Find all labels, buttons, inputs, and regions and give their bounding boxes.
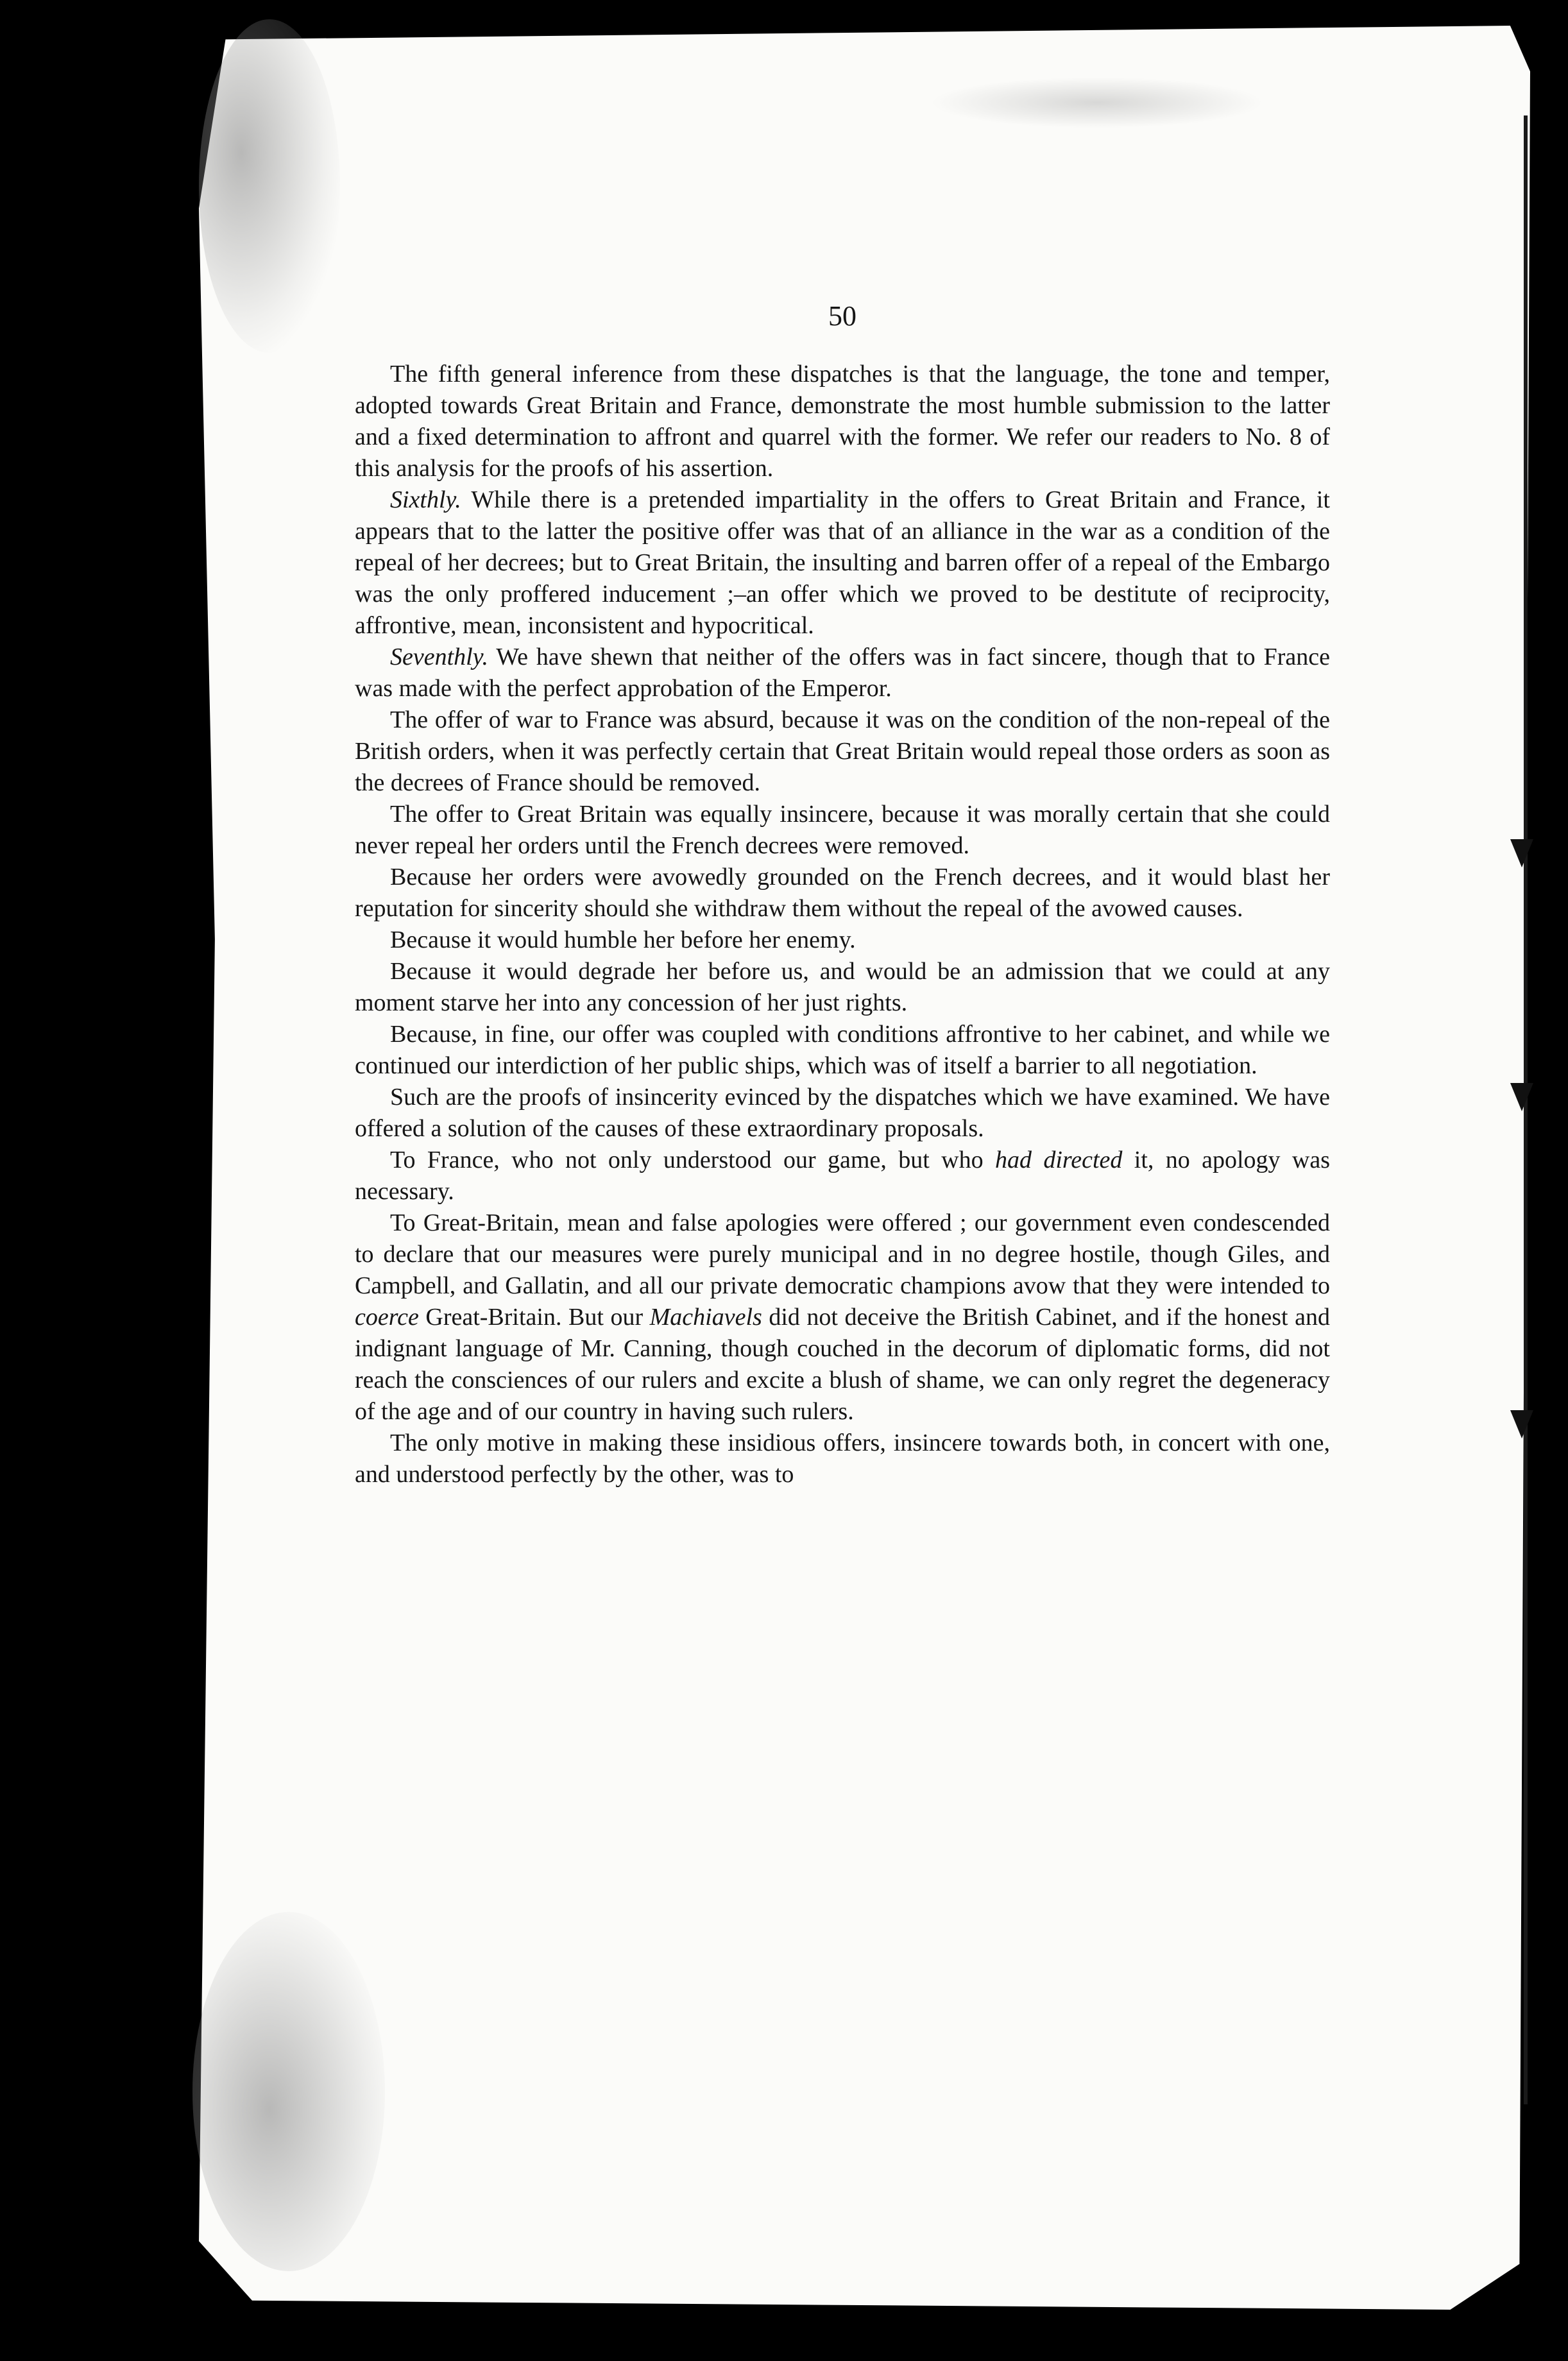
paragraph-text: did not deceive the British Cabinet, and if the honest and indignant language of Mr. Canning, though couched in the decorum of diplomatic forms, did not reach the consciences of our rulers and excite a blush of shame, we can only regret the degeneracy of the age and of our country in having such rulers. <box>355 1304 1331 1425</box>
paragraph <box>355 925 1330 956</box>
italic-phrase: Machiavels <box>649 1304 762 1331</box>
paragraph-text: While there is a pretended impartiality in the offers to Great Britain and France, it appears that to the latter the positive offer was that of an alliance in the war as a condition of the repeal of her decrees; but to Great Britain, the insulting and barren offer of a repeal of the Embargo was the only proffered inducement ;–an offer which we proved to be destitute of reciprocity, affrontive, mean, inconsistent and hypocritical. <box>355 486 1330 639</box>
paragraph-text: Great-Britain. But our <box>418 1304 650 1331</box>
page-number: 50 <box>828 300 856 332</box>
paragraph <box>355 359 1330 484</box>
paragraph-text: Such are the proofs of insincerity evinced by the dispatches which we have examined. We have offered a solution of the causes of these extraordinary proposals. <box>355 1084 1330 1142</box>
paragraph-text: The offer to Great Britain was equally insincere, because it was morally certain that she could never repeal her orders until the French decrees were removed. <box>355 801 1330 859</box>
paragraph-text: it, no apology was necessary. <box>355 1146 1331 1205</box>
paragraph-text: Because, in fine, our offer was coupled with conditions affrontive to her cabinet, and while we continued our interdiction of her public ships, which was of itself a barrier to all negotiation. <box>355 1021 1330 1079</box>
paragraph <box>355 1207 1330 1428</box>
paragraph-text: To France, who not only understood our game, but who <box>390 1146 995 1173</box>
paragraph-text: Because her orders were avowedly grounded on the French decrees, and it would blast her reputation for sincerity should she withdraw them without the repeal of the avowed causes. <box>355 864 1330 922</box>
paragraph <box>355 956 1330 1019</box>
paragraph <box>355 799 1330 862</box>
paragraph <box>355 704 1330 799</box>
paragraph <box>355 1019 1330 1082</box>
paragraph-lead: Seventhly. <box>390 644 488 670</box>
paragraph-text: We have shewn that neither of the offers was in fact sincere, though that to France was made with the perfect approbation of the Emperor. <box>355 644 1330 702</box>
paragraph <box>355 484 1330 642</box>
paragraph-text: The only motive in making these insidious offers, insincere towards both, in concert with one, and understood perfectly by the other, was to <box>355 1429 1330 1488</box>
paragraph-text: To Great-Britain, mean and false apologies were offered ; our government even condescended to declare that our measures were purely municipal and in no degree hostile, though Giles, and Campbell, and Gallatin, and all our private democratic champions avow that they were intended to <box>355 1209 1330 1299</box>
paragraph <box>355 1428 1330 1490</box>
paragraph <box>355 1082 1330 1145</box>
italic-phrase: coerce <box>355 1304 419 1331</box>
binding-stitch <box>1506 834 1537 873</box>
paragraph <box>355 642 1330 704</box>
binding-stitch <box>1506 1405 1537 1444</box>
paragraph-text: The fifth general inference from these dispatches is that the language, the tone and temper, adopted towards Great Britain and France, demonstrate the most humble submission to the latter and a fixed determination to affront and quarrel with the former. We refer our readers to No. 8 of this analysis for the proofs of his assertion. <box>355 361 1330 482</box>
paragraph <box>355 1145 1330 1207</box>
binding-stitch <box>1506 1078 1537 1116</box>
paragraph-text: Because it would degrade her before us, and would be an admission that we could at any moment starve her into any concession of her just rights. <box>355 958 1330 1016</box>
paragraph <box>355 862 1330 925</box>
paragraph-text: Because it would humble her before her enemy. <box>390 926 856 953</box>
italic-phrase: had directed <box>994 1146 1123 1173</box>
page-body <box>355 282 1330 1490</box>
paragraph-lead: Sixthly. <box>390 486 461 513</box>
paragraph-text: The offer of war to France was absurd, because it was on the condition of the non-repeal of the British orders, when it was perfectly certain that Great Britain would repeal those orders as soon as the decrees of France should be removed. <box>355 706 1330 796</box>
